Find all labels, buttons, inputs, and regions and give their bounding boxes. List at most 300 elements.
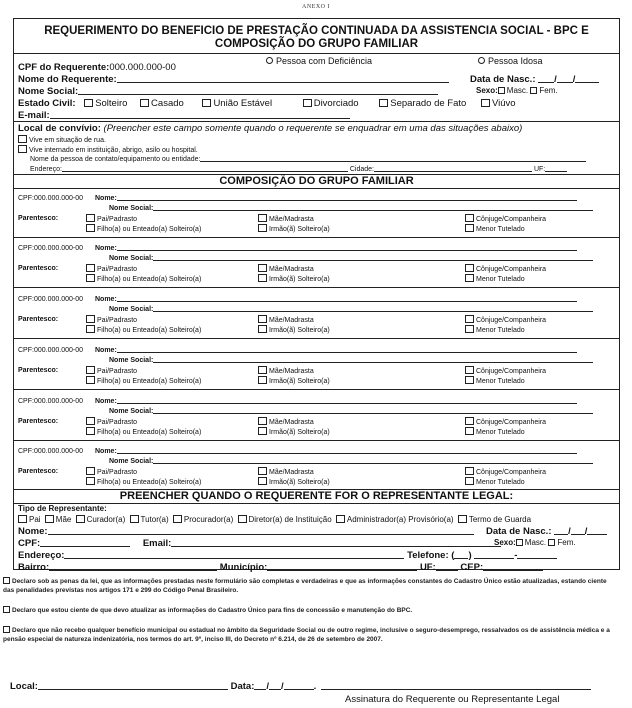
- member-name-line[interactable]: [117, 295, 577, 302]
- kinship-option[interactable]: [465, 366, 546, 376]
- rep-address-label: Endereço:: [18, 550, 65, 561]
- rep-email-line[interactable]: [171, 538, 501, 547]
- rep-district-label: Bairro:: [18, 562, 50, 573]
- rep-phone-label: Telefone:: [407, 550, 449, 561]
- member-cpf: CPF:000.000.000-00: [18, 296, 83, 303]
- checkbox-icon[interactable]: [465, 325, 474, 333]
- civil-option-label: Viúvo: [491, 98, 516, 109]
- member-social-name-row[interactable]: [109, 407, 593, 416]
- checkbox-icon[interactable]: [465, 274, 474, 282]
- civil-option[interactable]: [379, 98, 466, 109]
- kinship-option-label: Pai/Padrasto: [97, 469, 138, 476]
- divider: [14, 389, 619, 390]
- member-social-name-label: Nome Social:: [109, 255, 154, 262]
- kinship-option[interactable]: [86, 325, 201, 335]
- checkbox-icon[interactable]: [465, 477, 474, 485]
- kinship-option[interactable]: [258, 417, 314, 427]
- member-cpf-name-row[interactable]: [18, 447, 577, 456]
- checkbox-icon[interactable]: [498, 87, 505, 94]
- name-line[interactable]: [117, 74, 449, 83]
- applicant-social-name-field[interactable]: [18, 86, 438, 97]
- checkbox-icon[interactable]: [86, 366, 95, 374]
- kinship-option[interactable]: [258, 477, 330, 487]
- rep-cep-line[interactable]: [483, 562, 543, 571]
- checkbox-icon[interactable]: [530, 87, 537, 94]
- declaration-2[interactable]: [3, 606, 619, 615]
- checkbox-icon[interactable]: [76, 515, 85, 523]
- checkbox-icon[interactable]: [258, 366, 267, 374]
- applicant-civil-status[interactable]: [18, 98, 516, 109]
- contact-line[interactable]: [200, 155, 586, 162]
- checkbox-icon[interactable]: [465, 376, 474, 384]
- checkbox-icon[interactable]: [481, 99, 490, 107]
- kinship-option[interactable]: [465, 467, 546, 477]
- kinship-option-label: Filho(a) ou Enteado(a) Solteiro(a): [97, 276, 202, 283]
- checkbox-icon[interactable]: [3, 626, 10, 633]
- rep-address-line[interactable]: [64, 550, 404, 559]
- civil-option-label: Separado de Fato: [390, 98, 467, 109]
- contact-label: Nome da pessoa de contato/equipamento ou entidade:: [30, 156, 201, 163]
- rep-type-label-text: Procurador(a): [183, 515, 234, 524]
- declaration-text: Declaro que estou ciente de que devo atualizar as informações do Cadastro Único para fins de concessão e manutenção do BPC.: [12, 607, 413, 614]
- option-pessoa-deficiencia[interactable]: [266, 56, 372, 67]
- kinship-option-label: Cônjuge/Companheira: [476, 317, 547, 324]
- checkbox-icon[interactable]: [458, 515, 467, 523]
- rep-type-option[interactable]: [76, 515, 126, 524]
- kinship-option[interactable]: [258, 427, 330, 437]
- checkbox-icon[interactable]: [86, 315, 95, 323]
- day-line[interactable]: [554, 526, 568, 535]
- rep-name-field[interactable]: [18, 526, 474, 537]
- rep-city-label: Município:: [219, 562, 268, 573]
- kinship-option[interactable]: [258, 366, 314, 376]
- year-line[interactable]: [584, 526, 607, 537]
- rep-type-label-text: Termo de Guarda: [468, 515, 532, 524]
- checkbox-icon[interactable]: [465, 427, 474, 435]
- member-kinship-label: Parentesco:: [18, 418, 59, 425]
- kinship-option[interactable]: [86, 315, 137, 325]
- representative-section-title: PREENCHER QUANDO O REQUERENTE FOR O REPRESENTANTE LEGAL:: [119, 490, 514, 502]
- member-name-line[interactable]: [117, 244, 577, 251]
- divider: [14, 287, 619, 288]
- divider: [14, 237, 619, 238]
- checkbox-icon[interactable]: [238, 515, 247, 523]
- signature-place-date-row[interactable]: Local: Data: / / .: [10, 681, 591, 692]
- living-heading: [18, 123, 522, 134]
- member-kinship-label: Parentesco:: [18, 265, 59, 272]
- member-name-line[interactable]: [117, 447, 577, 454]
- kinship-option-label: Cônjuge/Companheira: [476, 419, 547, 426]
- kinship-option-label: Menor Tutelado: [476, 378, 525, 385]
- rep-type-option[interactable]: [458, 515, 531, 524]
- rep-cpf-email-row[interactable]: [18, 538, 501, 549]
- civil-option[interactable]: [202, 98, 272, 109]
- checkbox-icon[interactable]: [3, 606, 10, 613]
- day-line[interactable]: [254, 681, 266, 690]
- kinship-option-label: Menor Tutelado: [476, 479, 525, 486]
- kinship-option-label: Pai/Padrasto: [97, 368, 138, 375]
- member-kinship-label: Parentesco:: [18, 367, 59, 374]
- checkbox-icon[interactable]: [258, 477, 267, 485]
- rep-uf-line[interactable]: [436, 562, 458, 571]
- checkbox-icon[interactable]: [140, 99, 149, 107]
- kinship-option-label: Irmão(ã) Solteiro(a): [269, 479, 330, 486]
- checkbox-icon[interactable]: [379, 99, 388, 107]
- signature-caption: Assinatura do Requerente ou Representante Legal: [345, 694, 560, 705]
- place-label: Local:: [10, 681, 38, 692]
- rep-email-label: Email:: [142, 538, 172, 549]
- email-line[interactable]: [50, 110, 350, 119]
- rep-type-label-text: Pai: [29, 515, 41, 524]
- rep-sex-label: Sexo:: [494, 538, 516, 547]
- rep-name-line[interactable]: [48, 526, 474, 535]
- member-cpf: CPF:000.000.000-00: [18, 347, 83, 354]
- member-cpf-name-row[interactable]: [18, 194, 577, 203]
- rep-phone-ddd-line[interactable]: [454, 550, 468, 559]
- annex-label: ANEXO I: [302, 4, 330, 10]
- signature-line[interactable]: [321, 681, 591, 690]
- rep-uf-label: UF:: [419, 562, 436, 573]
- member-social-name-label: Nome Social:: [109, 205, 154, 212]
- rep-birth-field[interactable]: Data de Nasc.: / /: [486, 526, 607, 537]
- kinship-option-label: Pai/Padrasto: [97, 216, 138, 223]
- rep-type-option[interactable]: [130, 515, 169, 524]
- checkbox-icon[interactable]: [173, 515, 182, 523]
- checkbox-icon[interactable]: [548, 539, 555, 546]
- rep-type-label: Tipo de Representante:: [18, 504, 107, 513]
- checkbox-icon[interactable]: [465, 417, 474, 425]
- sep: /: [568, 526, 571, 537]
- rep-sex-field[interactable]: [494, 538, 576, 548]
- rep-type-option[interactable]: [238, 515, 332, 524]
- kinship-option-label: Menor Tutelado: [476, 276, 525, 283]
- kinship-option-label: Filho(a) ou Enteado(a) Solteiro(a): [97, 327, 202, 334]
- checkbox-icon[interactable]: [465, 467, 474, 475]
- month-line[interactable]: [557, 74, 573, 83]
- kinship-option[interactable]: [465, 224, 525, 234]
- checkbox-icon[interactable]: [258, 274, 267, 282]
- kinship-option-label: Menor Tutelado: [476, 429, 525, 436]
- checkbox-icon[interactable]: [465, 224, 474, 232]
- option-pessoa-idosa[interactable]: [478, 56, 543, 67]
- kinship-option[interactable]: [465, 315, 546, 325]
- kinship-option-label: Pai/Padrasto: [97, 266, 138, 273]
- kinship-option-label: Mãe/Madrasta: [269, 419, 314, 426]
- kinship-option-label: Irmão(ã) Solteiro(a): [269, 378, 330, 385]
- sep: /: [266, 681, 270, 692]
- kinship-option[interactable]: [86, 417, 137, 427]
- applicant-sex-field[interactable]: [476, 86, 558, 96]
- checkbox-icon[interactable]: [86, 325, 95, 333]
- rep-type-label-text: Diretor(a) de Instituição: [248, 515, 332, 524]
- divider: [14, 338, 619, 339]
- kinship-option[interactable]: [258, 214, 314, 224]
- kinship-option[interactable]: [465, 264, 546, 274]
- member-name-label: Nome:: [95, 245, 117, 252]
- member-cpf: CPF:000.000.000-00: [18, 245, 83, 252]
- applicant-cpf-field[interactable]: [18, 62, 176, 73]
- living-label: Local de convívio:: [18, 123, 101, 134]
- checkbox-icon[interactable]: [258, 325, 267, 333]
- birth-label: Data de Nasc.: [470, 74, 533, 85]
- applicant-name-field[interactable]: [18, 74, 449, 85]
- cpf-value: 000.000.000-00: [109, 62, 176, 73]
- member-name-line[interactable]: [117, 397, 577, 404]
- member-social-name-line[interactable]: [153, 254, 593, 261]
- member-social-name-label: Nome Social:: [109, 306, 154, 313]
- member-name-line[interactable]: [117, 194, 577, 201]
- member-social-name-line[interactable]: [153, 305, 593, 312]
- kinship-option[interactable]: [258, 376, 330, 386]
- member-social-name-row[interactable]: [109, 305, 593, 314]
- living-contact-field[interactable]: [30, 155, 586, 164]
- checkbox-icon[interactable]: [258, 467, 267, 475]
- checkbox-icon[interactable]: [45, 515, 54, 523]
- kinship-option[interactable]: [465, 274, 525, 284]
- member-social-name-row[interactable]: [109, 204, 593, 213]
- sex-masc-label: Masc.: [506, 86, 529, 95]
- applicant-birth-field[interactable]: Data de Nasc.: / /: [470, 74, 599, 85]
- kinship-option-label: Irmão(ã) Solteiro(a): [269, 276, 330, 283]
- year-line[interactable]: [572, 74, 599, 85]
- cpf-label: CPF do Requerente:: [18, 62, 110, 73]
- kinship-option[interactable]: [465, 417, 546, 427]
- rep-type-option[interactable]: [18, 515, 41, 524]
- checkbox-icon[interactable]: [18, 145, 27, 153]
- checkbox-icon[interactable]: [303, 99, 312, 107]
- member-name-label: Nome:: [95, 398, 117, 405]
- civil-option[interactable]: [303, 98, 359, 109]
- checkbox-icon[interactable]: [258, 214, 267, 222]
- checkbox-icon[interactable]: [18, 135, 27, 143]
- rep-address-row[interactable]: Endereço: Telefone: ( ) -: [18, 550, 557, 561]
- living-address-row[interactable]: [30, 165, 567, 174]
- rep-phone-line2[interactable]: [517, 550, 557, 559]
- checkbox-icon[interactable]: [258, 417, 267, 425]
- civil-option[interactable]: [140, 98, 184, 109]
- checkbox-icon[interactable]: [86, 264, 95, 272]
- email-label: E-mail:: [18, 110, 50, 121]
- checkbox-icon[interactable]: [465, 214, 474, 222]
- kinship-option[interactable]: [258, 274, 330, 284]
- rep-cep-label: CEP:: [460, 562, 484, 573]
- member-social-name-line[interactable]: [153, 356, 593, 363]
- kinship-option[interactable]: [86, 224, 201, 234]
- member-name-label: Nome:: [95, 296, 117, 303]
- member-social-name-line[interactable]: [153, 457, 593, 464]
- sex-label: Sexo:: [476, 86, 498, 95]
- member-name-label: Nome:: [95, 347, 117, 354]
- checkbox-icon[interactable]: [130, 515, 139, 523]
- member-social-name-row[interactable]: [109, 457, 593, 466]
- checkbox-icon[interactable]: [258, 376, 267, 384]
- name-label: Nome do Requerente:: [18, 74, 117, 85]
- checkbox-icon[interactable]: [465, 366, 474, 374]
- rep-type-label-text: Curador(a): [86, 515, 126, 524]
- living-option-label: Vive em situação de rua.: [29, 137, 106, 144]
- rep-type-label-text: Administrador(a) Provisório(a): [346, 515, 454, 524]
- checkbox-icon[interactable]: [516, 539, 523, 546]
- kinship-option[interactable]: [258, 325, 330, 335]
- kinship-option[interactable]: [258, 224, 330, 234]
- checkbox-icon[interactable]: [84, 99, 93, 107]
- month-line[interactable]: [571, 526, 585, 535]
- sep: /: [281, 681, 284, 692]
- member-social-name-label: Nome Social:: [109, 357, 154, 364]
- sep: /: [572, 74, 576, 85]
- kinship-option[interactable]: [86, 366, 137, 376]
- day-line[interactable]: [538, 74, 554, 83]
- kinship-option-label: Mãe/Madrasta: [269, 216, 314, 223]
- kinship-option[interactable]: [258, 315, 314, 325]
- rep-type-option[interactable]: [173, 515, 233, 524]
- checkbox-icon[interactable]: [86, 376, 95, 384]
- checkbox-icon[interactable]: [86, 417, 95, 425]
- city-label: Cidade:: [349, 166, 375, 173]
- kinship-option-label: Mãe/Madrasta: [269, 266, 314, 273]
- date-label: Data:: [230, 681, 255, 692]
- year-line[interactable]: [284, 681, 314, 690]
- kinship-option[interactable]: [86, 264, 137, 274]
- kinship-option-label: Cônjuge/Companheira: [476, 216, 547, 223]
- rep-city-line[interactable]: [267, 562, 417, 571]
- kinship-option[interactable]: [86, 477, 201, 487]
- rep-district-line[interactable]: [49, 562, 217, 571]
- kinship-option[interactable]: [465, 376, 525, 386]
- kinship-option-label: Irmão(ã) Solteiro(a): [269, 429, 330, 436]
- rep-district-row[interactable]: [18, 562, 543, 573]
- divider: [14, 53, 619, 54]
- checkbox-icon[interactable]: [258, 224, 267, 232]
- kinship-option-label: Menor Tutelado: [476, 226, 525, 233]
- form-title-line2: COMPOSIÇÃO DO GRUPO FAMILIAR: [214, 38, 419, 50]
- civil-option[interactable]: [481, 98, 516, 109]
- checkbox-icon[interactable]: [336, 515, 345, 523]
- address-line[interactable]: [62, 165, 348, 172]
- checkbox-icon[interactable]: [258, 264, 267, 272]
- rep-type-label-text: Mãe: [55, 515, 72, 524]
- checkbox-icon[interactable]: [86, 214, 95, 222]
- checkbox-icon[interactable]: [258, 427, 267, 435]
- member-cpf-name-row[interactable]: [18, 346, 577, 355]
- checkbox-icon[interactable]: [465, 315, 474, 323]
- option-label: Pessoa com Deficiência: [276, 56, 373, 66]
- kinship-option-label: Filho(a) ou Enteado(a) Solteiro(a): [97, 226, 202, 233]
- member-cpf-name-row[interactable]: [18, 244, 577, 253]
- option-label: Pessoa Idosa: [488, 56, 543, 66]
- checkbox-icon[interactable]: [18, 515, 27, 523]
- checkbox-icon[interactable]: [86, 224, 95, 232]
- rep-cpf-line[interactable]: [40, 538, 130, 547]
- kinship-option-label: Cônjuge/Companheira: [476, 469, 547, 476]
- member-name-label: Nome:: [95, 195, 117, 202]
- checkbox-icon[interactable]: [3, 577, 10, 584]
- civil-option-label: Divorciado: [313, 98, 359, 109]
- rep-type-option[interactable]: [336, 515, 454, 524]
- civil-option-label: Solteiro: [95, 98, 128, 109]
- kinship-option-label: Cônjuge/Companheira: [476, 266, 547, 273]
- member-cpf: CPF:000.000.000-00: [18, 398, 83, 405]
- declaration-1[interactable]: [3, 577, 619, 595]
- checkbox-icon[interactable]: [86, 274, 95, 282]
- rep-birth-label: Data de Nasc.: [486, 526, 549, 537]
- social-name-label: Nome Social:: [18, 86, 79, 97]
- checkbox-icon[interactable]: [86, 477, 95, 485]
- member-name-label: Nome:: [95, 448, 117, 455]
- kinship-option-label: Pai/Padrasto: [97, 317, 138, 324]
- member-name-line[interactable]: [117, 346, 577, 353]
- radio-icon[interactable]: [478, 57, 485, 64]
- rep-phone-line[interactable]: [474, 550, 514, 559]
- group-section-title: COMPOSIÇÃO DO GRUPO FAMILIAR: [219, 175, 414, 187]
- rep-type-label-text: Tutor(a): [140, 515, 169, 524]
- radio-icon[interactable]: [266, 57, 273, 64]
- member-social-name-row[interactable]: [109, 356, 593, 365]
- member-social-name-label: Nome Social:: [109, 408, 154, 415]
- rep-type-options[interactable]: [18, 515, 531, 525]
- declaration-3[interactable]: [3, 626, 619, 644]
- applicant-email-field[interactable]: [18, 110, 350, 121]
- member-social-name-row[interactable]: [109, 254, 593, 263]
- kinship-option[interactable]: [258, 264, 314, 274]
- member-social-name-line[interactable]: [153, 407, 593, 414]
- sex-fem-label: Fem.: [557, 538, 576, 547]
- kinship-option[interactable]: [86, 376, 201, 386]
- member-kinship-label: Parentesco:: [18, 316, 59, 323]
- kinship-option[interactable]: [86, 467, 137, 477]
- checkbox-icon[interactable]: [465, 264, 474, 272]
- kinship-option-label: Filho(a) ou Enteado(a) Solteiro(a): [97, 378, 202, 385]
- civil-label: Estado Civil:: [18, 98, 76, 109]
- checkbox-icon[interactable]: [258, 315, 267, 323]
- checkbox-icon[interactable]: [202, 99, 211, 107]
- kinship-option[interactable]: [465, 325, 525, 335]
- kinship-option[interactable]: [258, 467, 314, 477]
- kinship-option[interactable]: [86, 214, 137, 224]
- kinship-option[interactable]: [86, 274, 201, 284]
- divider: [14, 188, 619, 189]
- kinship-option-label: Mãe/Madrasta: [269, 317, 314, 324]
- city-line[interactable]: [374, 165, 532, 172]
- member-cpf-name-row[interactable]: [18, 295, 577, 304]
- kinship-option-label: Filho(a) ou Enteado(a) Solteiro(a): [97, 429, 202, 436]
- rep-name-label: Nome:: [18, 526, 48, 537]
- member-kinship-label: Parentesco:: [18, 468, 59, 475]
- living-option-street[interactable]: [18, 135, 106, 145]
- uf-line[interactable]: [545, 165, 567, 172]
- member-cpf-name-row[interactable]: [18, 397, 577, 406]
- rep-cpf-label: CPF:: [18, 538, 41, 549]
- kinship-option[interactable]: [465, 214, 546, 224]
- kinship-option[interactable]: [465, 477, 525, 487]
- checkbox-icon[interactable]: [86, 427, 95, 435]
- social-name-line[interactable]: [78, 86, 438, 95]
- rep-type-option[interactable]: [45, 515, 72, 524]
- kinship-option[interactable]: [465, 427, 525, 437]
- month-line[interactable]: [269, 681, 281, 690]
- member-cpf: CPF:000.000.000-00: [18, 448, 83, 455]
- kinship-option-label: Irmão(ã) Solteiro(a): [269, 327, 330, 334]
- living-option-institution[interactable]: [18, 145, 198, 155]
- member-social-name-line[interactable]: [153, 204, 593, 211]
- civil-option-label: União Estável: [213, 98, 273, 109]
- checkbox-icon[interactable]: [86, 467, 95, 475]
- divider: [14, 121, 619, 122]
- kinship-option-label: Mãe/Madrasta: [269, 469, 314, 476]
- place-line[interactable]: [38, 681, 228, 690]
- kinship-option[interactable]: [86, 427, 201, 437]
- civil-option[interactable]: [84, 98, 127, 109]
